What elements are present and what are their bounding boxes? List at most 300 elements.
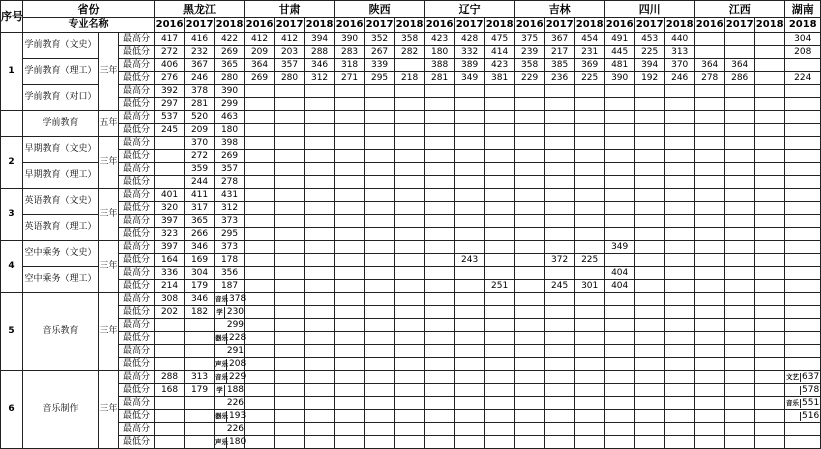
province-header: 湖南 (785, 1, 821, 18)
province-header: 四川 (605, 1, 695, 18)
score-cell: 269 (245, 72, 275, 85)
score-cell (695, 189, 725, 202)
score-cell (695, 423, 725, 436)
score-cell (455, 137, 485, 150)
score-cell (605, 345, 635, 358)
score-cell: 229 (515, 72, 545, 85)
score-cell (605, 423, 635, 436)
score-cell (245, 410, 275, 423)
score-cell (785, 241, 821, 254)
score-cell: 312 (305, 72, 335, 85)
score-cell: 301 (575, 280, 605, 293)
score-cell (605, 85, 635, 98)
score-cell (305, 293, 335, 306)
score-cell (665, 163, 695, 176)
score-cell: 537 (155, 111, 185, 124)
score-cell (485, 176, 515, 189)
score-value: 291 (226, 345, 245, 356)
score-cell (515, 436, 545, 449)
score-cell: 423 (425, 33, 455, 46)
score-cell: 218 (395, 72, 425, 85)
year-header: 2018 (575, 18, 605, 33)
score-cell: 389 (455, 59, 485, 72)
score-cell (785, 319, 821, 332)
score-cell (725, 371, 755, 384)
score-cell (485, 98, 515, 111)
score-cell (275, 241, 305, 254)
score-cell (245, 176, 275, 189)
score-cell (665, 228, 695, 241)
score-cell (365, 280, 395, 293)
score-type-label: 最高分 (119, 371, 155, 384)
score-cell (785, 306, 821, 319)
score-cell (695, 436, 725, 449)
table-row (1, 189, 821, 202)
score-cell (425, 111, 455, 124)
score-cell: 269 (215, 46, 245, 59)
score-cell (425, 254, 455, 267)
table-row (1, 267, 821, 280)
score-cell (635, 267, 665, 280)
score-cell (725, 397, 755, 410)
score-cell (485, 410, 515, 423)
score-cell (605, 163, 635, 176)
score-cell: 278 (695, 72, 725, 85)
score-cell: 304 (185, 267, 215, 280)
score-cell (395, 371, 425, 384)
score-cell (725, 280, 755, 293)
score-cell (455, 241, 485, 254)
score-type-label: 最低分 (119, 150, 155, 163)
score-cell (695, 85, 725, 98)
row-seq: 3 (1, 189, 23, 241)
score-cell (665, 371, 695, 384)
score-cell (425, 319, 455, 332)
score-cell (395, 228, 425, 241)
score-cell (665, 384, 695, 397)
score-cell (155, 397, 185, 410)
score-cell: 209 (185, 124, 215, 137)
score-cell (275, 293, 305, 306)
score-cell (755, 46, 785, 59)
score-cell (305, 150, 335, 163)
score-cell: 398 (215, 137, 245, 150)
score-cell (335, 332, 365, 345)
score-cell (635, 241, 665, 254)
row-seq (1, 111, 23, 137)
score-type-label: 最低分 (119, 46, 155, 59)
score-cell (665, 293, 695, 306)
score-cell (695, 202, 725, 215)
score-cell (665, 410, 695, 423)
score-cell (665, 280, 695, 293)
score-value: 193 (229, 410, 247, 421)
score-cell: 412 (245, 33, 275, 46)
score-cell: 318 (335, 59, 365, 72)
score-cell (695, 176, 725, 189)
score-type-label: 最高分 (119, 267, 155, 280)
year-header: 2017 (275, 18, 305, 33)
score-cell (425, 176, 455, 189)
score-cell (725, 189, 755, 202)
score-cell (605, 228, 635, 241)
score-cell: 317 (185, 202, 215, 215)
score-cell (605, 371, 635, 384)
score-cell (575, 358, 605, 371)
score-cell: 239 (515, 46, 545, 59)
score-cell: 357 (215, 163, 245, 176)
score-cell (455, 163, 485, 176)
score-cell (455, 397, 485, 410)
score-cell (245, 267, 275, 280)
score-cell (515, 306, 545, 319)
score-cell (665, 215, 695, 228)
score-cell (515, 397, 545, 410)
score-cell (425, 332, 455, 345)
score-cell: 346 (185, 293, 215, 306)
score-cell (455, 306, 485, 319)
score-cell (545, 358, 575, 371)
score-cell: 180 (425, 46, 455, 59)
table-row (1, 397, 821, 410)
score-type-label: 最高分 (119, 85, 155, 98)
score-cell (425, 306, 455, 319)
subcategory-label: 音乐 (215, 294, 229, 303)
score-value: 516 (802, 410, 820, 421)
score-cell (755, 319, 785, 332)
score-cell: 365 (215, 59, 245, 72)
score-cell: 203 (275, 46, 305, 59)
score-cell (665, 124, 695, 137)
score-cell (695, 33, 725, 46)
score-cell (245, 124, 275, 137)
score-cell (455, 280, 485, 293)
score-cell (665, 319, 695, 332)
score-cell (275, 319, 305, 332)
score-cell: 281 (425, 72, 455, 85)
score-type-label: 最低分 (119, 306, 155, 319)
score-cell: 365 (185, 215, 215, 228)
table-row (1, 228, 821, 241)
score-cell (425, 384, 455, 397)
score-cell: 179 (185, 280, 215, 293)
score-cell (455, 228, 485, 241)
score-cell (365, 98, 395, 111)
score-type-label: 最低分 (119, 254, 155, 267)
score-cell (575, 332, 605, 345)
score-cell (665, 358, 695, 371)
subcategory-cell (215, 306, 245, 319)
score-cell: 202 (155, 306, 185, 319)
score-cell (725, 111, 755, 124)
score-cell (485, 137, 515, 150)
score-cell (755, 358, 785, 371)
score-cell: 390 (215, 85, 245, 98)
score-cell: 463 (215, 111, 245, 124)
score-cell (335, 345, 365, 358)
score-cell (665, 332, 695, 345)
score-cell (305, 410, 335, 423)
score-cell (785, 332, 821, 345)
score-cell (515, 384, 545, 397)
table-row (1, 384, 821, 397)
score-cell (605, 384, 635, 397)
score-cell (245, 280, 275, 293)
score-cell (425, 423, 455, 436)
score-cell (455, 384, 485, 397)
score-cell (515, 111, 545, 124)
major-name: 学前教育（理工） (23, 59, 99, 85)
score-cell (275, 410, 305, 423)
score-cell (275, 98, 305, 111)
score-type-label: 最高分 (119, 33, 155, 46)
score-cell: 401 (155, 189, 185, 202)
subcategory-cell (215, 423, 245, 436)
score-type-label: 最高分 (119, 163, 155, 176)
score-cell (335, 189, 365, 202)
score-cell (365, 241, 395, 254)
score-cell (755, 423, 785, 436)
score-cell: 397 (155, 215, 185, 228)
score-cell (545, 124, 575, 137)
score-cell (755, 241, 785, 254)
score-cell (275, 202, 305, 215)
score-cell (485, 319, 515, 332)
score-cell: 251 (485, 280, 515, 293)
subcategory-cell (215, 397, 245, 410)
score-cell: 422 (215, 33, 245, 46)
table-row (1, 215, 821, 228)
score-cell (785, 137, 821, 150)
score-cell (245, 345, 275, 358)
score-cell: 356 (215, 267, 245, 280)
score-cell: 406 (155, 59, 185, 72)
score-cell (785, 293, 821, 306)
score-cell (545, 371, 575, 384)
score-cell (605, 319, 635, 332)
score-cell (635, 189, 665, 202)
score-cell (665, 150, 695, 163)
score-cell (245, 111, 275, 124)
score-cell (485, 436, 515, 449)
score-cell (305, 98, 335, 111)
score-cell (725, 137, 755, 150)
score-cell: 364 (725, 59, 755, 72)
score-cell (395, 384, 425, 397)
score-cell: 209 (245, 46, 275, 59)
score-cell (635, 98, 665, 111)
score-cell (335, 306, 365, 319)
score-cell (185, 358, 215, 371)
score-cell (725, 202, 755, 215)
score-cell (395, 189, 425, 202)
score-cell (365, 202, 395, 215)
subcategory-cell (215, 358, 245, 371)
score-cell (515, 345, 545, 358)
score-cell (245, 384, 275, 397)
score-cell (725, 163, 755, 176)
score-cell: 283 (335, 46, 365, 59)
year-header: 2016 (335, 18, 365, 33)
score-cell (425, 371, 455, 384)
score-type-label: 最高分 (119, 319, 155, 332)
score-cell (425, 150, 455, 163)
major-name: 学前教育 (23, 111, 99, 137)
score-cell (305, 202, 335, 215)
score-cell (245, 306, 275, 319)
score-cell (275, 85, 305, 98)
score-cell (755, 72, 785, 85)
province-header: 黑龙江 (155, 1, 245, 18)
score-cell (695, 163, 725, 176)
score-value: 226 (226, 423, 245, 434)
score-cell (305, 228, 335, 241)
score-cell (305, 254, 335, 267)
score-cell (305, 85, 335, 98)
score-cell (575, 176, 605, 189)
score-type-label: 最高分 (119, 345, 155, 358)
score-cell: 520 (185, 111, 215, 124)
score-cell (515, 163, 545, 176)
score-cell (635, 358, 665, 371)
score-cell: 225 (575, 254, 605, 267)
table-row (1, 345, 821, 358)
score-cell: 445 (605, 46, 635, 59)
score-cell (485, 241, 515, 254)
score-cell (725, 228, 755, 241)
score-cell (455, 410, 485, 423)
score-cell (245, 150, 275, 163)
score-type-label: 最高分 (119, 397, 155, 410)
score-cell (635, 397, 665, 410)
score-cell (305, 306, 335, 319)
score-value: 378 (229, 293, 247, 304)
score-cell (605, 254, 635, 267)
table-row (1, 319, 821, 332)
score-cell (785, 358, 821, 371)
score-cell: 232 (185, 46, 215, 59)
row-seq: 4 (1, 241, 23, 293)
score-cell (185, 423, 215, 436)
major-name: 空中乘务（理工） (23, 267, 99, 293)
score-cell: 412 (275, 33, 305, 46)
score-cell (725, 423, 755, 436)
score-cell: 404 (605, 280, 635, 293)
score-cell (605, 332, 635, 345)
score-cell (395, 98, 425, 111)
score-cell (425, 137, 455, 150)
score-cell (515, 176, 545, 189)
score-cell (455, 332, 485, 345)
score-cell (605, 202, 635, 215)
major-name: 早期教育（理工） (23, 163, 99, 189)
score-cell: 245 (545, 280, 575, 293)
score-cell (245, 254, 275, 267)
score-cell (635, 215, 665, 228)
score-cell (515, 241, 545, 254)
score-cell (575, 410, 605, 423)
score-cell (545, 137, 575, 150)
score-type-label: 最低分 (119, 228, 155, 241)
score-cell: 357 (275, 59, 305, 72)
year-header: 2017 (365, 18, 395, 33)
score-cell (785, 85, 821, 98)
score-cell (365, 345, 395, 358)
score-cell (455, 267, 485, 280)
score-cell (515, 202, 545, 215)
score-cell (455, 215, 485, 228)
score-cell (755, 228, 785, 241)
score-cell (545, 85, 575, 98)
score-cell (485, 358, 515, 371)
score-cell (755, 163, 785, 176)
score-cell (485, 345, 515, 358)
score-cell (755, 124, 785, 137)
score-cell (425, 124, 455, 137)
score-cell (365, 189, 395, 202)
score-cell (785, 98, 821, 111)
score-cell (575, 202, 605, 215)
score-type-label: 最低分 (119, 436, 155, 449)
score-cell (365, 111, 395, 124)
score-cell (665, 254, 695, 267)
table-row (1, 111, 821, 124)
score-cell: 295 (215, 228, 245, 241)
score-cell: 217 (545, 46, 575, 59)
score-cell (695, 384, 725, 397)
score-value: 228 (229, 332, 247, 343)
score-cell (605, 397, 635, 410)
score-cell (635, 176, 665, 189)
score-cell (545, 384, 575, 397)
score-cell (425, 267, 455, 280)
table-row (1, 306, 821, 319)
score-cell (425, 397, 455, 410)
score-cell (335, 319, 365, 332)
score-cell: 182 (185, 306, 215, 319)
score-cell: 454 (575, 33, 605, 46)
score-cell (725, 254, 755, 267)
score-type-label: 最高分 (119, 423, 155, 436)
score-cell (395, 267, 425, 280)
score-cell (395, 332, 425, 345)
program-length: 三年 (99, 189, 119, 241)
province-header: 陕西 (335, 1, 425, 18)
score-cell (335, 163, 365, 176)
score-cell (245, 241, 275, 254)
score-cell (275, 280, 305, 293)
score-cell (395, 150, 425, 163)
table-row (1, 436, 821, 449)
score-cell (335, 267, 365, 280)
major-name: 早期教育（文史） (23, 137, 99, 163)
score-cell (275, 332, 305, 345)
score-cell (605, 98, 635, 111)
score-cell (305, 384, 335, 397)
score-cell (695, 241, 725, 254)
score-cell (305, 280, 335, 293)
score-cell (725, 33, 755, 46)
score-cell: 414 (485, 46, 515, 59)
score-cell (245, 228, 275, 241)
score-value: 299 (226, 319, 245, 330)
score-cell (365, 410, 395, 423)
subcategory-label: 声乐 (215, 437, 229, 446)
score-cell (245, 423, 275, 436)
score-cell (245, 397, 275, 410)
score-cell (305, 241, 335, 254)
score-cell (635, 228, 665, 241)
